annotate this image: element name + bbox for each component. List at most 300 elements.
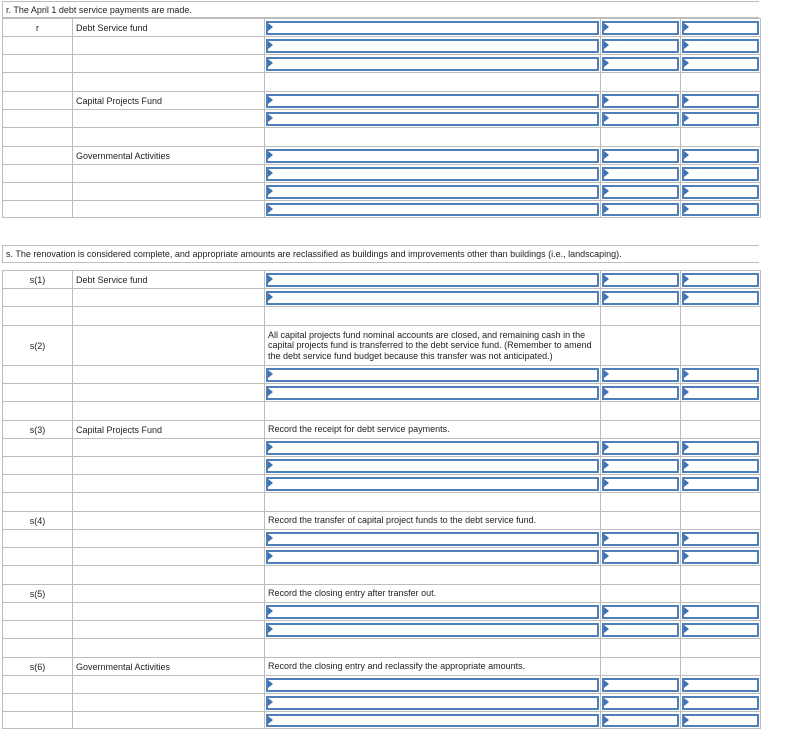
empty-cell (680, 306, 761, 325)
entry-row (2, 438, 761, 456)
debit-input-cell (600, 36, 680, 54)
entry-row (2, 620, 761, 638)
empty-cell (600, 584, 680, 602)
entry-ref: r (2, 18, 72, 36)
dropdown-marker-icon (268, 187, 273, 195)
dropdown-marker-icon (268, 461, 273, 469)
credit-input-cell (680, 675, 761, 693)
empty-cell (600, 72, 680, 91)
debit-input[interactable] (602, 386, 679, 400)
entry-row (2, 18, 761, 36)
credit-input[interactable] (682, 203, 759, 216)
debit-input-cell (600, 200, 680, 218)
fund-label (72, 638, 264, 657)
dropdown-marker-icon (268, 205, 273, 213)
account-select[interactable] (266, 459, 599, 473)
credit-input-cell (680, 164, 761, 182)
empty-cell (600, 401, 680, 420)
dropdown-marker-icon (268, 716, 273, 724)
section-heading-r: r. The April 1 debt service payments are made. (2, 1, 759, 18)
debit-input-cell (600, 164, 680, 182)
debit-input-cell (600, 675, 680, 693)
credit-input-cell (680, 18, 761, 36)
dropdown-marker-icon (268, 293, 273, 301)
entry-ref (2, 456, 72, 474)
dropdown-marker-icon (604, 625, 609, 633)
entry-ref (2, 72, 72, 91)
credit-input[interactable] (682, 39, 759, 53)
credit-input[interactable] (682, 678, 759, 692)
debit-input-cell (600, 365, 680, 383)
credit-input[interactable] (682, 532, 759, 546)
entry-ref (2, 529, 72, 547)
account-select[interactable] (266, 167, 599, 181)
entry-ref (2, 383, 72, 401)
entry-row (2, 492, 761, 511)
entry-row (2, 182, 761, 200)
entry-ref: s(6) (2, 657, 72, 675)
dropdown-marker-icon (268, 169, 273, 177)
entry-ref: s(4) (2, 511, 72, 529)
dropdown-marker-icon (604, 716, 609, 724)
fund-label (72, 401, 264, 420)
dropdown-marker-icon (268, 625, 273, 633)
debit-input[interactable] (602, 623, 679, 637)
empty-cell (264, 638, 600, 657)
dropdown-marker-icon (684, 625, 689, 633)
account-select[interactable] (266, 623, 599, 637)
entry-ref (2, 693, 72, 711)
entry-ref (2, 164, 72, 182)
entry-row (2, 127, 761, 146)
entry-row (2, 602, 761, 620)
entry-ref (2, 474, 72, 492)
entry-instruction: Record the closing entry and reclassify the appropriate amounts. (264, 657, 600, 675)
fund-label (72, 693, 264, 711)
debit-input[interactable] (602, 39, 679, 53)
credit-input-cell (680, 474, 761, 492)
fund-label (72, 474, 264, 492)
entry-ref (2, 547, 72, 565)
account-select-cell (264, 200, 600, 218)
empty-cell (600, 127, 680, 146)
empty-cell (680, 657, 761, 675)
account-select-cell (264, 438, 600, 456)
account-select-cell (264, 529, 600, 547)
entry-row (2, 109, 761, 127)
dropdown-marker-icon (604, 169, 609, 177)
debit-input[interactable] (602, 714, 679, 727)
entry-row (2, 711, 761, 729)
entry-row (2, 638, 761, 657)
account-select-cell (264, 693, 600, 711)
entry-row (2, 584, 761, 602)
dropdown-marker-icon (604, 293, 609, 301)
empty-cell (600, 325, 680, 365)
account-select-cell (264, 602, 600, 620)
entry-row (2, 36, 761, 54)
debit-input-cell (600, 18, 680, 36)
account-select[interactable] (266, 203, 599, 216)
entry-ref (2, 565, 72, 584)
entry-ref (2, 365, 72, 383)
dropdown-marker-icon (684, 151, 689, 159)
dropdown-marker-icon (684, 552, 689, 560)
dropdown-marker-icon (604, 59, 609, 67)
entry-ref: s(2) (2, 325, 72, 365)
credit-input-cell (680, 383, 761, 401)
credit-input-cell (680, 200, 761, 218)
credit-input-cell (680, 547, 761, 565)
empty-cell (680, 638, 761, 657)
entry-row (2, 565, 761, 584)
entry-instruction: Record the transfer of capital project funds to the debt service fund. (264, 511, 600, 529)
entry-ref (2, 36, 72, 54)
dropdown-marker-icon (268, 680, 273, 688)
credit-input[interactable] (682, 149, 759, 163)
account-select-cell (264, 164, 600, 182)
entry-ref (2, 711, 72, 729)
credit-input[interactable] (682, 57, 759, 71)
dropdown-marker-icon (604, 114, 609, 122)
account-select-cell (264, 711, 600, 729)
dropdown-marker-icon (604, 607, 609, 615)
debit-input-cell (600, 146, 680, 164)
dropdown-marker-icon (604, 443, 609, 451)
empty-cell (600, 511, 680, 529)
empty-cell (264, 306, 600, 325)
credit-input[interactable] (682, 21, 759, 35)
debit-input-cell (600, 438, 680, 456)
empty-cell (680, 511, 761, 529)
account-select-cell (264, 146, 600, 164)
credit-input-cell (680, 36, 761, 54)
debit-input-cell (600, 182, 680, 200)
credit-input[interactable] (682, 273, 759, 287)
dropdown-marker-icon (684, 205, 689, 213)
entry-ref (2, 182, 72, 200)
debit-input[interactable] (602, 112, 679, 126)
fund-label (72, 565, 264, 584)
fund-label (72, 109, 264, 127)
dropdown-marker-icon (268, 443, 273, 451)
debit-input[interactable] (602, 459, 679, 473)
account-select-cell (264, 675, 600, 693)
debit-input[interactable] (602, 167, 679, 181)
credit-input[interactable] (682, 623, 759, 637)
entry-row (2, 146, 761, 164)
account-select-cell (264, 18, 600, 36)
entry-ref (2, 109, 72, 127)
account-select-cell (264, 182, 600, 200)
entry-row (2, 164, 761, 182)
fund-label (72, 306, 264, 325)
entry-ref: s(3) (2, 420, 72, 438)
fund-label (72, 365, 264, 383)
dropdown-marker-icon (268, 698, 273, 706)
dropdown-marker-icon (684, 41, 689, 49)
debit-input[interactable] (602, 678, 679, 692)
account-select-cell (264, 54, 600, 72)
dropdown-marker-icon (604, 552, 609, 560)
entry-ref (2, 54, 72, 72)
entry-ref (2, 492, 72, 511)
debit-input[interactable] (602, 696, 679, 710)
entry-ref (2, 200, 72, 218)
debit-input-cell (600, 711, 680, 729)
dropdown-marker-icon (684, 275, 689, 283)
account-select-cell (264, 383, 600, 401)
account-select[interactable] (266, 273, 599, 287)
dropdown-marker-icon (268, 607, 273, 615)
credit-input[interactable] (682, 368, 759, 382)
credit-input[interactable] (682, 550, 759, 564)
fund-label: Governmental Activities (72, 146, 264, 164)
account-select-cell (264, 36, 600, 54)
account-select[interactable] (266, 368, 599, 382)
dropdown-marker-icon (684, 293, 689, 301)
fund-label (72, 54, 264, 72)
entry-ref (2, 602, 72, 620)
dropdown-marker-icon (604, 41, 609, 49)
entry-instruction: Record the receipt for debt service payments. (264, 420, 600, 438)
dropdown-marker-icon (684, 370, 689, 378)
account-select[interactable] (266, 678, 599, 692)
empty-cell (600, 638, 680, 657)
debit-input[interactable] (602, 550, 679, 564)
debit-input-cell (600, 693, 680, 711)
account-select[interactable] (266, 21, 599, 35)
credit-input-cell (680, 438, 761, 456)
empty-cell (680, 127, 761, 146)
credit-input[interactable] (682, 112, 759, 126)
fund-label (72, 164, 264, 182)
account-select[interactable] (266, 532, 599, 546)
fund-label (72, 529, 264, 547)
account-select-cell (264, 365, 600, 383)
entry-instruction: All capital projects fund nominal accounts are closed, and remaining cash in the capital projects fund is transferred to the debt service fund. (Remember to amend the debt service fund budget because this transfer was not anticipated.) (264, 325, 600, 365)
credit-input-cell (680, 602, 761, 620)
credit-input[interactable] (682, 459, 759, 473)
empty-cell (264, 565, 600, 584)
entry-row (2, 325, 761, 365)
empty-cell (680, 492, 761, 511)
account-select[interactable] (266, 291, 599, 305)
debit-input-cell (600, 547, 680, 565)
credit-input-cell (680, 711, 761, 729)
credit-input[interactable] (682, 167, 759, 181)
account-select-cell (264, 456, 600, 474)
entry-row (2, 383, 761, 401)
fund-label (72, 182, 264, 200)
debit-input[interactable] (602, 149, 679, 163)
dropdown-marker-icon (268, 388, 273, 396)
entry-ref: s(1) (2, 270, 72, 288)
dropdown-marker-icon (684, 114, 689, 122)
dropdown-marker-icon (604, 23, 609, 31)
account-select[interactable] (266, 605, 599, 619)
debit-input[interactable] (602, 203, 679, 216)
credit-input[interactable] (682, 94, 759, 108)
entry-row (2, 547, 761, 565)
credit-input[interactable] (682, 477, 759, 491)
dropdown-marker-icon (604, 275, 609, 283)
section-heading-s: s. The renovation is considered complete, and appropriate amounts are reclassified as buildings and improvements other than buildings (i.e., landscaping). (2, 245, 759, 263)
entry-ref (2, 620, 72, 638)
dropdown-marker-icon (604, 370, 609, 378)
dropdown-marker-icon (684, 680, 689, 688)
debit-input-cell (600, 288, 680, 306)
account-select[interactable] (266, 386, 599, 400)
fund-label (72, 584, 264, 602)
debit-input[interactable] (602, 185, 679, 199)
credit-input-cell (680, 456, 761, 474)
empty-cell (680, 565, 761, 584)
account-select[interactable] (266, 39, 599, 53)
credit-input-cell (680, 182, 761, 200)
empty-cell (600, 657, 680, 675)
debit-input-cell (600, 474, 680, 492)
account-select[interactable] (266, 714, 599, 727)
dropdown-marker-icon (684, 534, 689, 542)
entry-ref (2, 91, 72, 109)
fund-label: Capital Projects Fund (72, 420, 264, 438)
dropdown-marker-icon (604, 151, 609, 159)
credit-input-cell (680, 529, 761, 547)
credit-input-cell (680, 54, 761, 72)
debit-input[interactable] (602, 605, 679, 619)
fund-label (72, 383, 264, 401)
debit-input-cell (600, 54, 680, 72)
debit-input-cell (600, 602, 680, 620)
dropdown-marker-icon (268, 41, 273, 49)
empty-cell (264, 72, 600, 91)
entry-ref (2, 401, 72, 420)
dropdown-marker-icon (268, 59, 273, 67)
empty-cell (264, 401, 600, 420)
fund-label (72, 547, 264, 565)
fund-label (72, 456, 264, 474)
dropdown-marker-icon (268, 114, 273, 122)
account-select[interactable] (266, 149, 599, 163)
entry-row (2, 420, 761, 438)
fund-label (72, 288, 264, 306)
entry-row (2, 54, 761, 72)
debit-input[interactable] (602, 477, 679, 491)
dropdown-marker-icon (604, 388, 609, 396)
dropdown-marker-icon (684, 169, 689, 177)
credit-input-cell (680, 620, 761, 638)
fund-label (72, 602, 264, 620)
debit-input[interactable] (602, 441, 679, 455)
account-select[interactable] (266, 441, 599, 455)
fund-label: Governmental Activities (72, 657, 264, 675)
empty-cell (600, 492, 680, 511)
dropdown-marker-icon (684, 388, 689, 396)
credit-input-cell (680, 288, 761, 306)
debit-input[interactable] (602, 532, 679, 546)
dropdown-marker-icon (268, 275, 273, 283)
fund-label (72, 36, 264, 54)
empty-cell (680, 401, 761, 420)
empty-cell (680, 72, 761, 91)
account-select-cell (264, 474, 600, 492)
dropdown-marker-icon (684, 59, 689, 67)
fund-label (72, 711, 264, 729)
account-select[interactable] (266, 94, 599, 108)
dropdown-marker-icon (684, 23, 689, 31)
fund-label: Debt Service fund (72, 270, 264, 288)
entry-ref (2, 306, 72, 325)
entry-ref (2, 127, 72, 146)
empty-cell (264, 127, 600, 146)
entry-row (2, 91, 761, 109)
fund-label (72, 492, 264, 511)
credit-input[interactable] (682, 714, 759, 727)
credit-input[interactable] (682, 185, 759, 199)
fund-label (72, 620, 264, 638)
account-select[interactable] (266, 112, 599, 126)
entry-row (2, 529, 761, 547)
credit-input[interactable] (682, 386, 759, 400)
entry-row (2, 270, 761, 288)
credit-input-cell (680, 109, 761, 127)
debit-input-cell (600, 383, 680, 401)
debit-input[interactable] (602, 291, 679, 305)
debit-input[interactable] (602, 273, 679, 287)
dropdown-marker-icon (684, 96, 689, 104)
entry-row (2, 511, 761, 529)
empty-cell (680, 420, 761, 438)
dropdown-marker-icon (268, 552, 273, 560)
fund-label (72, 511, 264, 529)
entry-ref (2, 288, 72, 306)
dropdown-marker-icon (684, 698, 689, 706)
account-select[interactable] (266, 550, 599, 564)
entry-ref (2, 438, 72, 456)
entry-ref: s(5) (2, 584, 72, 602)
empty-cell (600, 565, 680, 584)
debit-input[interactable] (602, 57, 679, 71)
account-select[interactable] (266, 696, 599, 710)
fund-label: Capital Projects Fund (72, 91, 264, 109)
credit-input[interactable] (682, 696, 759, 710)
empty-cell (600, 420, 680, 438)
account-select-cell (264, 620, 600, 638)
account-select-cell (264, 91, 600, 109)
debit-input[interactable] (602, 21, 679, 35)
entry-row (2, 200, 761, 218)
debit-input[interactable] (602, 94, 679, 108)
entry-row (2, 693, 761, 711)
credit-input[interactable] (682, 605, 759, 619)
fund-label: Debt Service fund (72, 18, 264, 36)
account-select[interactable] (266, 477, 599, 491)
entry-row (2, 365, 761, 383)
credit-input-cell (680, 270, 761, 288)
credit-input[interactable] (682, 441, 759, 455)
debit-input[interactable] (602, 368, 679, 382)
account-select[interactable] (266, 57, 599, 71)
fund-label (72, 200, 264, 218)
fund-label (72, 127, 264, 146)
entry-row (2, 306, 761, 325)
dropdown-marker-icon (268, 479, 273, 487)
credit-input-cell (680, 693, 761, 711)
account-select[interactable] (266, 185, 599, 199)
credit-input[interactable] (682, 291, 759, 305)
dropdown-marker-icon (684, 607, 689, 615)
